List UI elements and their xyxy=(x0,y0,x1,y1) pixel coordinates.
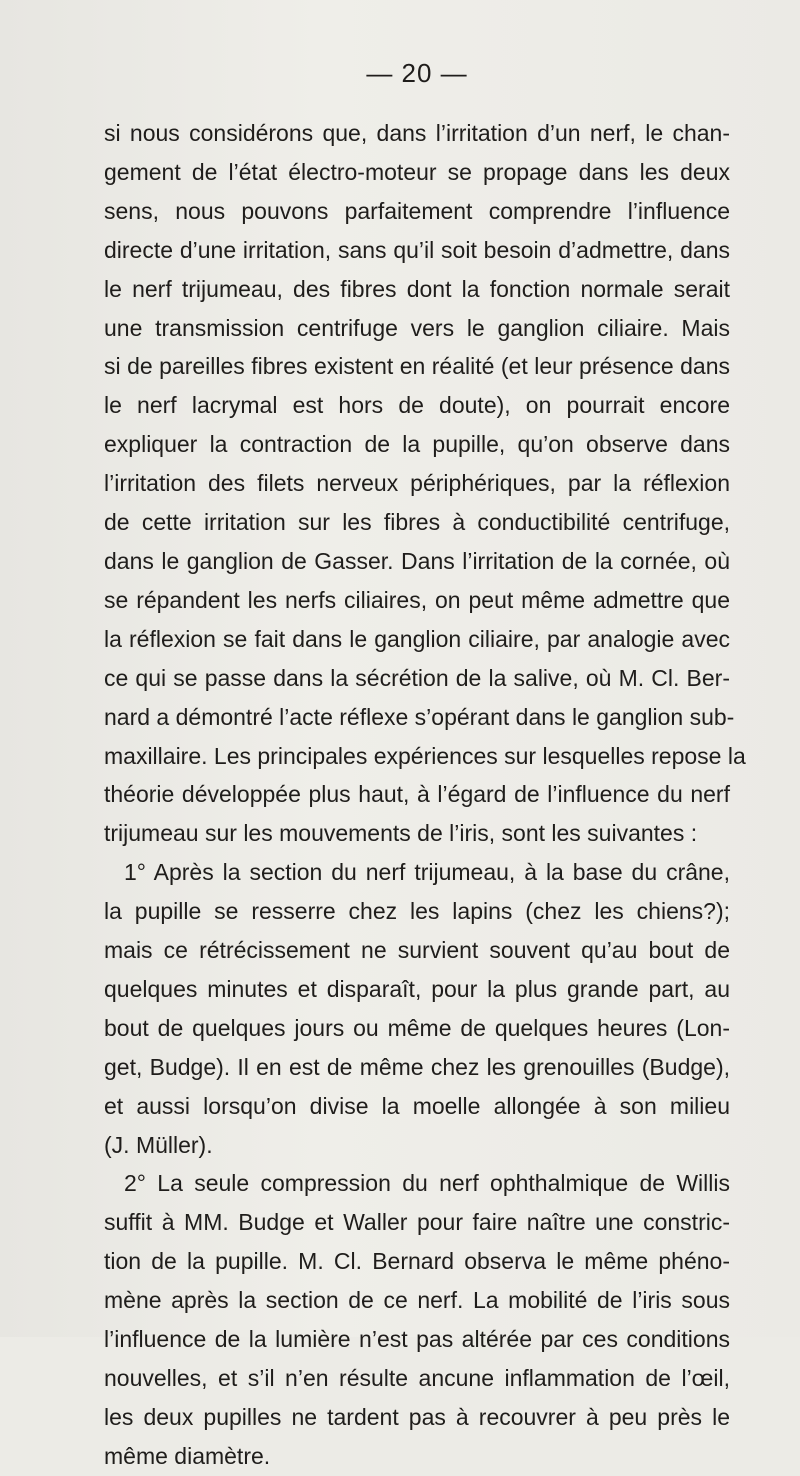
text-line: expliquer la contraction de la pupille, qu’on observe dans xyxy=(104,431,730,458)
text-line: get, Budge). Il en est de même chez les grenouilles (Budge), xyxy=(104,1053,730,1080)
text-line: une transmission centrifuge vers le ganglion ciliaire. Mais xyxy=(104,314,730,341)
text-line: maxillaire. Les principales expériences sur lesquelles repose la xyxy=(104,742,746,769)
text-line: trijumeau sur les mouvements de l’iris, sont les suivantes : xyxy=(104,820,698,847)
text-line: bout de quelques jours ou même de quelques heures (Lon- xyxy=(104,1014,730,1041)
text-line: suffit à MM. Budge et Waller pour faire naître une constric- xyxy=(104,1209,730,1236)
text-line: sens, nous pouvons parfaitement comprendre l’influence xyxy=(104,197,730,224)
text-line: directe d’une irritation, sans qu’il soit besoin d’admettre, dans xyxy=(104,236,730,263)
text-line: gement de l’état électro-moteur se propage dans les deux xyxy=(104,158,730,185)
text-line: 2° La seule compression du nerf ophthalmique de Willis xyxy=(124,1170,730,1197)
text-line: l’influence de la lumière n’est pas altérée par ces conditions xyxy=(104,1326,730,1353)
text-line: nard a démontré l’acte réflexe s’opérant dans le ganglion sub- xyxy=(104,703,735,730)
text-line: se répandent les nerfs ciliaires, on peut même admettre que xyxy=(104,586,730,613)
text-line: si nous considérons que, dans l’irritation d’un nerf, le chan- xyxy=(104,120,730,146)
paragraph xyxy=(104,114,746,853)
text-line: le nerf lacrymal est hors de doute), on pourrait encore xyxy=(104,392,730,419)
text-line: mène après la section de ce nerf. La mobilité de l’iris sous xyxy=(104,1287,730,1314)
text-line: le nerf trijumeau, des fibres dont la fonction normale serait xyxy=(104,275,730,302)
text-line: théorie développée plus haut, à l’égard de l’influence du nerf xyxy=(104,781,730,808)
text-line: tion de la pupille. M. Cl. Bernard observa le même phéno- xyxy=(104,1248,730,1275)
text-line: de cette irritation sur les fibres à conductibilité centrifuge, xyxy=(104,509,730,536)
text-line: même diamètre. xyxy=(104,1442,271,1469)
text-line: la réflexion se fait dans le ganglion ciliaire, par analogie avec xyxy=(104,625,730,652)
body-text xyxy=(104,114,746,1476)
text-line: 1° Après la section du nerf trijumeau, à la base du crâne, xyxy=(124,859,730,886)
text-line: ce qui se passe dans la sécrétion de la salive, où M. Cl. Ber- xyxy=(104,664,730,691)
page-number: — 20 — xyxy=(366,58,468,88)
text-line: la pupille se resserre chez les lapins (chez les chiens?); xyxy=(104,898,730,925)
paragraph xyxy=(104,853,730,1164)
text-line: et aussi lorsqu’on divise la moelle allongée à son milieu xyxy=(104,1092,730,1119)
text-line: (J. Müller). xyxy=(104,1131,213,1158)
paragraph xyxy=(104,1164,730,1475)
text-line: les deux pupilles ne tardent pas à recouvrer à peu près le xyxy=(104,1403,730,1430)
text-line: quelques minutes et disparaît, pour la plus grande part, au xyxy=(104,975,730,1002)
text-line: l’irritation des filets nerveux périphériques, par la réflexion xyxy=(104,470,730,497)
text-line: nouvelles, et s’il n’en résulte ancune inflammation de l’œil, xyxy=(104,1365,730,1391)
text-line: dans le ganglion de Gasser. Dans l’irritation de la cornée, où xyxy=(104,547,730,574)
text-line: mais ce rétrécissement ne survient souvent qu’au bout de xyxy=(104,937,730,964)
text-line: si de pareilles fibres existent en réalité (et leur présence dans xyxy=(104,353,730,380)
